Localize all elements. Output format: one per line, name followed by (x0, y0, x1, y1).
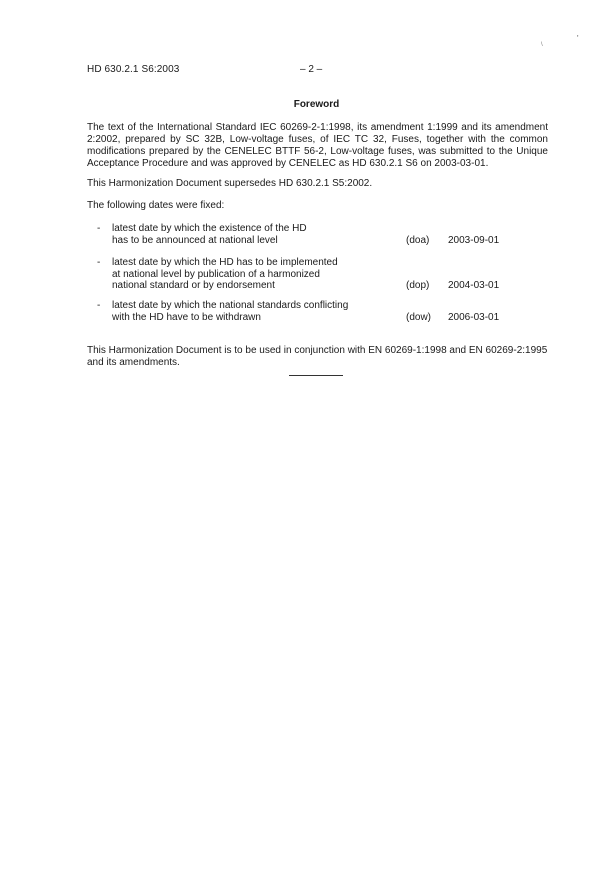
date-value: 2004-03-01 (448, 280, 500, 291)
document-id: HD 630.2.1 S6:2003 (87, 64, 180, 75)
date-item-dow (97, 300, 517, 324)
list-dash: - (97, 223, 101, 234)
date-value: 2003-09-01 (448, 235, 500, 246)
date-description-line: with the HD have to be withdrawn (112, 311, 261, 323)
date-description-line: latest date by which the existence of the HD (112, 223, 307, 234)
dates-intro-paragraph: The following dates were fixed: (87, 200, 225, 211)
section-end-rule (289, 375, 343, 376)
date-value: 2006-03-01 (448, 312, 500, 323)
date-description-line: latest date by which the national standards conflicting (112, 300, 349, 311)
date-code: (doa) (406, 235, 430, 246)
conclusion-paragraph: This Harmonization Document is to be used in conjunction with EN 60269-1:1998 and EN 60269-2:1995 and its amendments. (87, 345, 548, 368)
date-description (112, 223, 402, 246)
list-dash: - (97, 257, 101, 268)
date-code: (dow) (406, 312, 432, 323)
page-title: Foreword (293, 99, 340, 110)
supersedes-paragraph: This Harmonization Document supersedes HD 630.2.1 S5:2002. (87, 178, 373, 189)
date-description (112, 257, 402, 292)
date-description-line: national standard or by endorsement (112, 280, 275, 291)
date-description-line: latest date by which the HD has to be implemented (112, 257, 338, 268)
list-dash: - (97, 300, 101, 311)
corner-mark-small: \ (541, 42, 543, 48)
date-item-dop (97, 257, 517, 293)
date-code: (dop) (406, 280, 430, 291)
intro-paragraph: The text of the International Standard IEC 60269-2-1:1998, its amendment 1:1999 and its amendment 2:2002, prepared by SC 32B, Low-voltage fuses, of IEC TC 32, Fuses, together with the common modifications prepared by the CENELEC BTTF 56-2, Low-voltage fuses, was submitted to the Unique Acceptance Procedure and was approved by CENELEC as HD 630.2.1 S6 on 2003-03-01. (87, 122, 548, 169)
date-description-line: has to be announced at national level (112, 234, 278, 246)
date-description (112, 300, 402, 323)
date-item-doa (97, 223, 517, 247)
page-number: – 2 – (300, 64, 323, 75)
corner-mark: ' (577, 34, 579, 43)
date-description-line: at national level by publication of a harmonized (112, 268, 320, 280)
